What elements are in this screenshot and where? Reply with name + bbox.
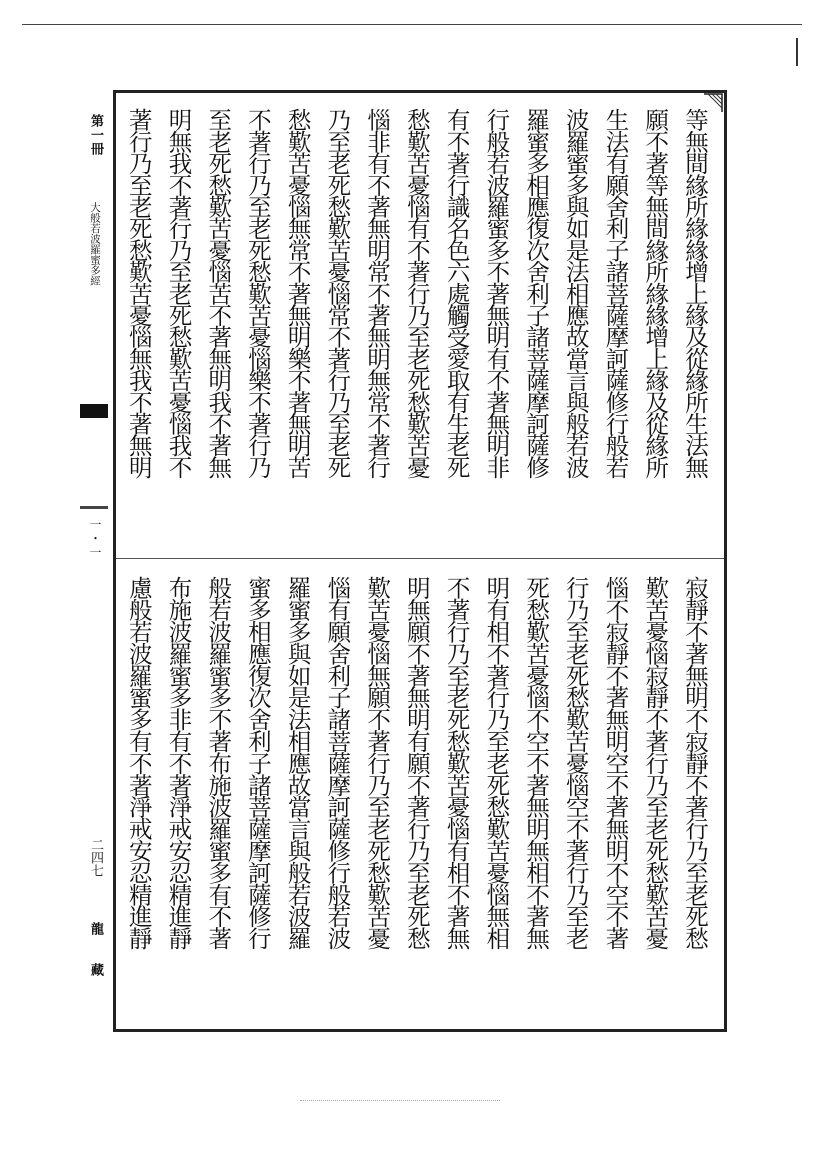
text-column: 明有相不著行乃至老死愁歎苦憂惱無相 [482, 576, 511, 949]
text-column: 歎苦憂惱無願不著行乃至老死愁歎苦憂 [363, 576, 392, 949]
text-column: 行般若波羅蜜多不著無明有不著無明非 [482, 108, 511, 477]
text-column: 愁歎苦憂惱有不著行乃至老死愁歎苦憂 [402, 108, 431, 477]
text-column: 生法有願舍利子諸菩薩摩訶薩修行般若 [601, 108, 630, 477]
fishtail-line [80, 506, 108, 509]
text-column: 蜜多相應復次舍利子諸菩薩摩訶薩修行 [243, 576, 272, 949]
text-column: 愁歎苦憂惱無常不著無明樂不著無明苦 [283, 108, 312, 477]
text-column: 行乃至老死愁歎苦憂惱空不著行乃至老 [561, 576, 590, 949]
upper-text-block [116, 108, 724, 552]
text-column: 寂靜不著無明不寂靜不著行乃至老死愁 [681, 576, 709, 949]
text-column: 般若波羅蜜多不著布施波羅蜜多有不著 [204, 576, 233, 949]
text-column: 不著行乃至老死愁歎苦憂惱樂不著行乃 [243, 108, 272, 477]
text-column: 願不著等無間緣所緣緣增上緣及從緣所 [641, 108, 670, 477]
text-column: 慮般若波羅蜜多有不著淨戒安忍精進靜 [124, 576, 153, 949]
text-column: 惱有願舍利子諸菩薩摩訶薩修行般若波 [323, 576, 352, 949]
text-column: 波羅蜜多與如是法相應故當言與般若波 [561, 108, 590, 477]
text-column: 死愁歎苦憂惱不空不著無明無相不著無 [522, 576, 551, 949]
top-rule [22, 24, 802, 25]
volume-label: 第一冊 [88, 114, 103, 156]
page-number: 二四七 [88, 838, 103, 877]
text-column: 羅蜜多相應復次舍利子諸菩薩摩訶薩修 [522, 108, 551, 477]
text-column: 惱非有不著無明常不著無明無常不著行 [363, 108, 392, 477]
lower-text-block [116, 576, 724, 1020]
sutra-title: 大般若波羅蜜多經 [89, 202, 101, 286]
text-column: 布施波羅蜜多非有不著淨戒安忍精進靜 [164, 576, 193, 949]
scan-artifact [300, 1100, 500, 1104]
text-column: 有不著行識名色六處觸受愛取有生老死 [442, 108, 471, 477]
fishtail-mark [80, 404, 108, 418]
half-page-divider [116, 558, 724, 559]
text-column: 歎苦憂惱寂靜不著行乃至老死愁歎苦憂 [641, 576, 670, 949]
text-column: 至老死愁歎苦憂惱苦不著無明我不著無 [204, 108, 233, 477]
text-column: 明無我不著行乃至老死愁歎苦憂惱我不 [164, 108, 193, 477]
text-column: 惱不寂靜不著無明空不著無明不空不著 [601, 576, 630, 949]
text-column: 著行乃至老死愁歎苦憂惱無我不著無明 [124, 108, 153, 477]
text-column: 不著行乃至老死愁歎苦憂惱有相不著無 [442, 576, 471, 949]
text-column: 明無願不著無明有願不著行乃至老死愁 [402, 576, 431, 949]
text-column: 乃至老死愁歎苦憂惱常不著行乃至老死 [323, 108, 352, 477]
edge-mark [796, 38, 798, 66]
text-column: 等無間緣所緣緣增上緣及從緣所生法無 [681, 108, 709, 477]
fold-number: 一・一 [88, 518, 102, 560]
text-column: 羅蜜多與如是法相應故當言與般若波羅 [283, 576, 312, 949]
collection-seal: 龍藏 [88, 922, 103, 1004]
margin-gutter [78, 90, 112, 1030]
